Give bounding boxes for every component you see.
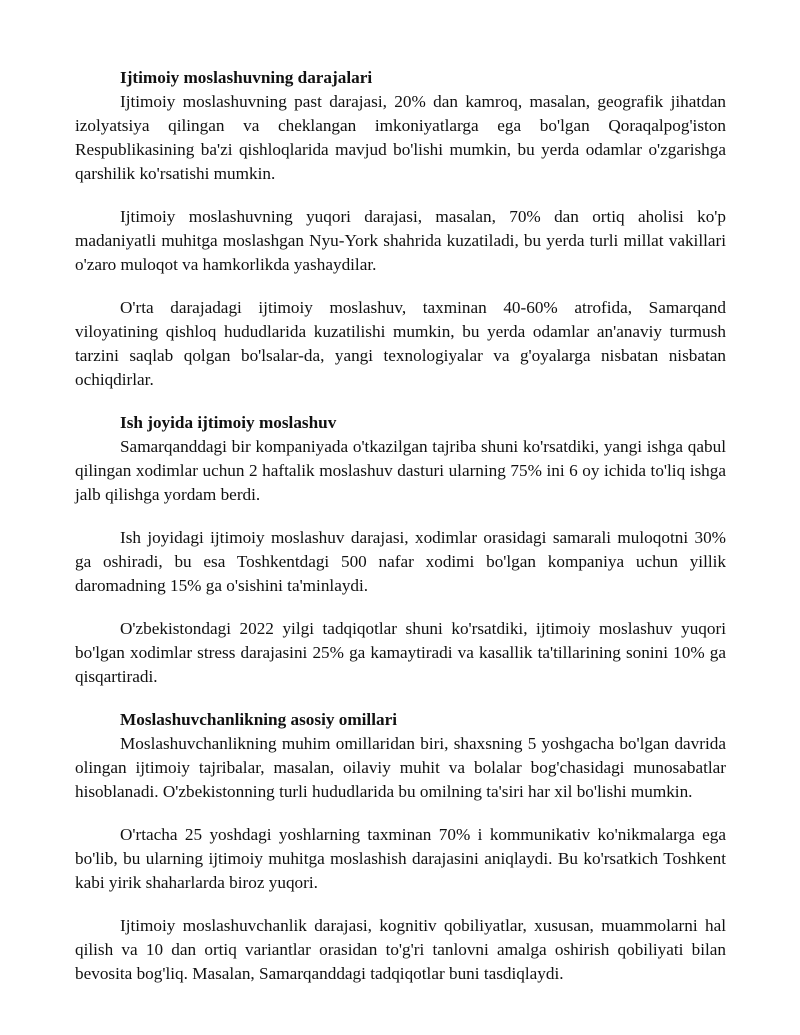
document-page: [75, 66, 726, 1005]
paragraph: O'rta darajadagi ijtimoiy moslashuv, taxminan 40-60% atrofida, Samarqand viloyatining qishloq hududlarida kuzatilishi mumkin, bu yerda odamlar an'anaviy turmush tarzini saqlab qolgan bo'lsalar-da, yangi texnologiyalar va g'oyalarga nisbatan nisbatan ochiqdirlar.: [75, 298, 726, 389]
paragraph: Ijtimoiy moslashuvning yuqori darajasi, masalan, 70% dan ortiq aholisi ko'p madaniyatli muhitga moslashgan Nyu-York shahrida kuzatiladi, bu yerda turli millat vakillari o'zaro muloqot va hamkorlikda yashaydilar.: [75, 207, 726, 274]
paragraph: Ijtimoiy moslashuvchanlik darajasi, kognitiv qobiliyatlar, xususan, muammolarni hal qilish va 10 dan ortiq variantlar orasidan to'g'ri tanlovni amalga oshirish qobiliyati bilan bevosita bog'liq. Masalan, Samarqanddagi tadqiqotlar buni tasdiqlaydi.: [75, 916, 726, 983]
paragraph: O'zbekistondagi 2022 yilgi tadqiqotlar shuni ko'rsatdiki, ijtimoiy moslashuv yuqori bo'lgan xodimlar stress darajasini 25% ga kamaytiradi va kasallik ta'tillarining sonini 10% ga qisqartiradi.: [75, 619, 726, 686]
paragraph: Moslashuvchanlikning muhim omillaridan biri, shaxsning 5 yoshgacha bo'lgan davrida olingan ijtimoiy tajribalar, masalan, oilaviy muhit va bolalar bog'chasidagi munosabatlar hisoblanadi. O'zbekistonning turli hududlarida bu omilning ta'siri har xil bo'lishi mumkin.: [75, 734, 726, 801]
paragraph: Samarqanddagi bir kompaniyada o'tkazilgan tajriba shuni ko'rsatdiki, yangi ishga qabul qilingan xodimlar uchun 2 haftalik moslashuv dasturi ularning 75% ini 6 oy ichida to'liq ishga jalb qilishga yordam berdi.: [75, 437, 726, 504]
paragraph: Ijtimoiy moslashuvning past darajasi, 20% dan kamroq, masalan, geografik jihatdan izolyatsiya qilingan va cheklangan imkoniyatlarga ega bo'lgan Qoraqalpog'iston Respublikasining ba'zi qishloqlarida mavjud bo'lishi mumkin, bu yerda odamlar o'zgarishga qarshilik ko'rsatishi mumkin.: [75, 92, 726, 183]
section-heading: Ish joyida ijtimoiy moslashuv: [120, 413, 337, 432]
section-heading: Ijtimoiy moslashuvning darajalari: [120, 68, 373, 87]
paragraph: O'rtacha 25 yoshdagi yoshlarning taxminan 70% i kommunikativ ko'nikmalarga ega bo'lib, bu ularning ijtimoiy muhitga moslashish darajasini aniqlaydi. Bu ko'rsatkich Toshkent kabi yirik shaharlarda biroz yuqori.: [75, 825, 726, 892]
paragraph: Ish joyidagi ijtimoiy moslashuv darajasi, xodimlar orasidagi samarali muloqotni 30% ga oshiradi, bu esa Toshkentdagi 500 nafar xodimi bo'lgan kompaniya uchun yillik daromadning 15% ga o'sishini ta'minlaydi.: [75, 528, 726, 595]
section-heading: Moslashuvchanlikning asosiy omillari: [120, 710, 397, 729]
